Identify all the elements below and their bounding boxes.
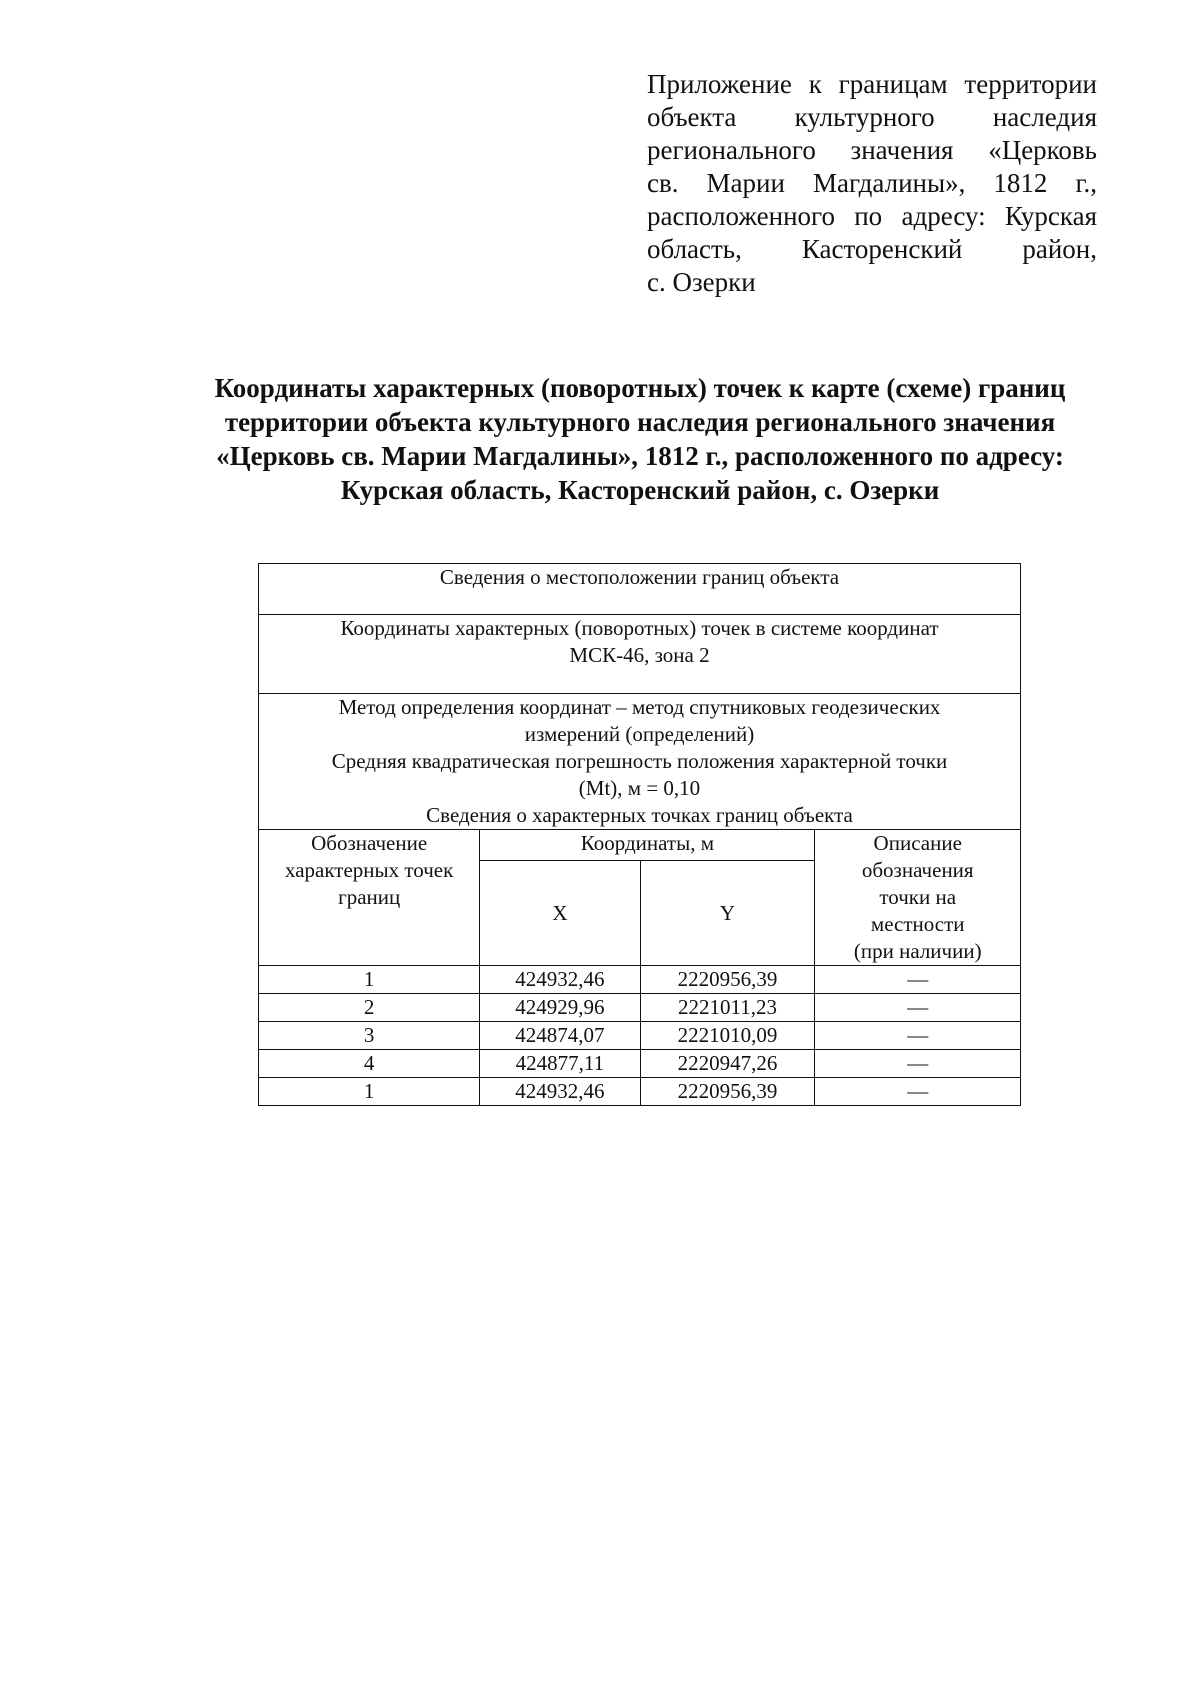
y-cell: 2220947,26 — [640, 1050, 815, 1078]
table-row — [259, 966, 1021, 994]
point-cell: 4 — [259, 1050, 480, 1078]
point-cell: 2 — [259, 994, 480, 1022]
point-cell: 3 — [259, 1022, 480, 1050]
method-line: измерений (определений) — [524, 722, 755, 746]
table-method-row — [259, 694, 1021, 830]
x-cell: 424932,46 — [480, 966, 640, 994]
title-line: Координаты характерных (поворотных) точек к карте (схеме) границ — [214, 373, 1066, 403]
header-desc-line: точки на — [879, 885, 957, 909]
header-desc-cell — [815, 830, 1021, 966]
desc-cell: — — [815, 1078, 1021, 1106]
method-line: (Mt), м = 0,10 — [578, 776, 701, 800]
title-line: территории объекта культурного наследия регионального значения — [224, 407, 1056, 437]
header-coords-cell: Координаты, м — [480, 830, 815, 861]
section-title-cell: Сведения о местоположении границ объекта — [259, 564, 1021, 615]
desc-cell: — — [815, 994, 1021, 1022]
appendix-line: регионального значения «Церковь — [647, 135, 1097, 165]
appendix-line: с. Озерки — [647, 267, 756, 297]
table-coord-system-row — [259, 615, 1021, 694]
coord-system-line: Координаты характерных (поворотных) точек в системе координат — [340, 616, 939, 640]
coordinates-table — [258, 563, 1021, 1106]
table-header-row — [259, 830, 1021, 861]
x-cell: 424877,11 — [480, 1050, 640, 1078]
y-cell: 2220956,39 — [640, 1078, 815, 1106]
header-y-cell: Y — [640, 861, 815, 966]
table-row — [259, 1050, 1021, 1078]
desc-cell: — — [815, 1050, 1021, 1078]
y-cell: 2221011,23 — [640, 994, 815, 1022]
desc-cell: — — [815, 1022, 1021, 1050]
method-cell — [259, 694, 1021, 830]
header-desc-line: (при наличии) — [853, 939, 982, 963]
x-cell: 424932,46 — [480, 1078, 640, 1106]
header-point-line: Обозначение — [311, 831, 428, 855]
table-row — [259, 1078, 1021, 1106]
header-x-cell: X — [480, 861, 640, 966]
method-line: Сведения о характерных точках границ объекта — [426, 803, 853, 827]
header-desc-line: Описание — [873, 831, 962, 855]
point-cell: 1 — [259, 1078, 480, 1106]
title-line: «Церковь св. Марии Магдалины», 1812 г., расположенного по адресу: — [216, 441, 1064, 471]
table-row — [259, 1022, 1021, 1050]
header-point-line: характерных точек — [284, 858, 454, 882]
title-line: Курская область, Касторенский район, с. Озерки — [340, 475, 940, 505]
appendix-note — [647, 68, 1097, 299]
appendix-line: расположенного по адресу: Курская — [647, 201, 1097, 231]
x-cell: 424874,07 — [480, 1022, 640, 1050]
appendix-line: область, Касторенский район, — [647, 234, 1097, 264]
method-line: Метод определения координат – метод спутниковых геодезических — [338, 695, 941, 719]
table-section-row — [259, 564, 1021, 615]
document-title — [150, 371, 1130, 507]
y-cell: 2220956,39 — [640, 966, 815, 994]
header-point-cell — [259, 830, 480, 966]
y-cell: 2221010,09 — [640, 1022, 815, 1050]
method-line: Средняя квадратическая погрешность положения характерной точки — [331, 749, 948, 773]
header-desc-line: обозначения — [861, 858, 974, 882]
desc-cell: — — [815, 966, 1021, 994]
table-row — [259, 994, 1021, 1022]
header-point-line: границ — [338, 885, 401, 909]
appendix-line: объекта культурного наследия — [647, 102, 1097, 132]
coord-system-cell — [259, 615, 1021, 694]
x-cell: 424929,96 — [480, 994, 640, 1022]
header-desc-line: местности — [870, 912, 965, 936]
coord-system-line: МСК-46, зона 2 — [569, 643, 710, 667]
appendix-line: Приложение к границам территории — [647, 69, 1097, 99]
appendix-line: св. Марии Магдалины», 1812 г., — [647, 168, 1097, 198]
point-cell: 1 — [259, 966, 480, 994]
